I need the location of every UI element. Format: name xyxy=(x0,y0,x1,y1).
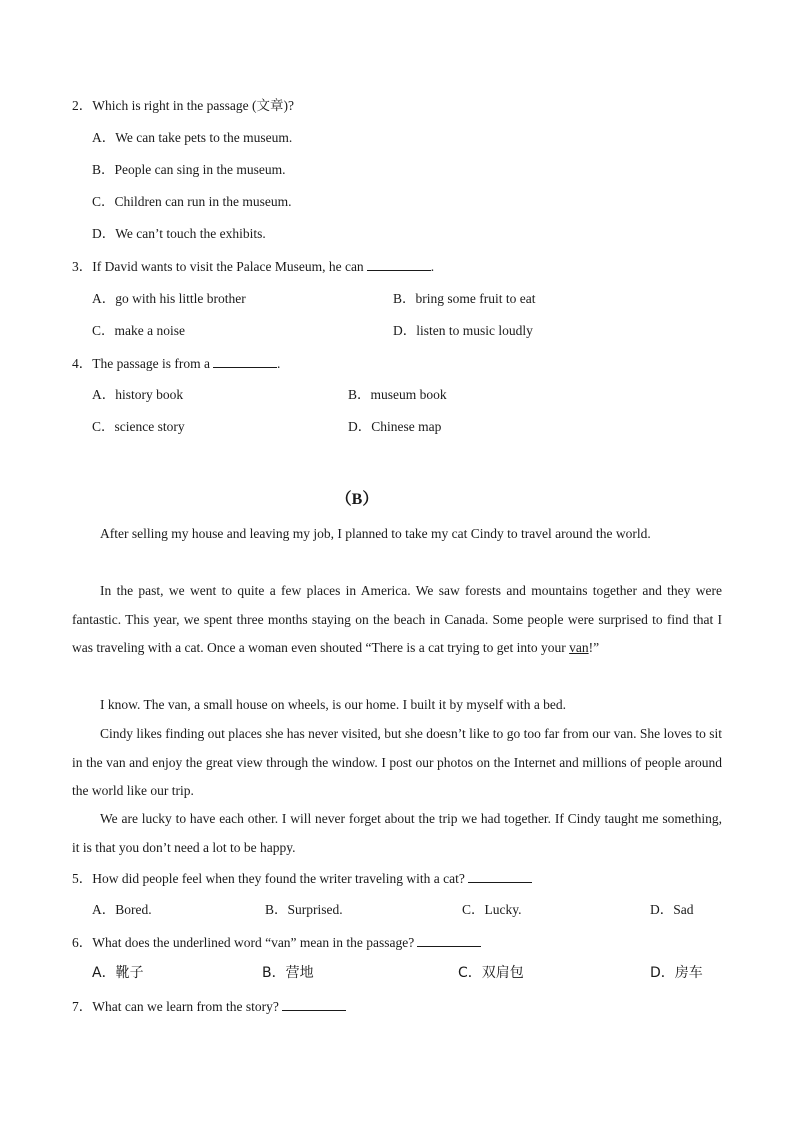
q4-stem-end: . xyxy=(276,356,281,371)
q7-stem-text: 7．What can we learn from the story? xyxy=(72,999,279,1014)
q4-option-b: B．museum book xyxy=(348,387,447,402)
passage-paragraph-2 xyxy=(72,577,722,663)
q6-option-b: B．营地 xyxy=(262,965,314,981)
passage-paragraph-3 xyxy=(72,691,722,720)
q6-option-a: A．靴子 xyxy=(92,965,144,981)
q6-stem-text: 6．What does the underlined word “van” mean in the passage? xyxy=(72,935,415,950)
answer-blank xyxy=(282,997,346,1011)
question-3-stem xyxy=(72,257,434,276)
passage-paragraph-1 xyxy=(72,520,722,549)
q2-option-c: C．Children can run in the museum. xyxy=(92,194,292,209)
q6-option-d: D．房车 xyxy=(650,965,703,981)
question-2-stem: 2．Which is right in the passage (文章)? xyxy=(72,98,294,113)
q3-option-d: D．listen to music loudly xyxy=(393,323,533,338)
q2-option-d: D．We can’t touch the exhibits. xyxy=(92,226,266,241)
q5-option-d: D．Sad xyxy=(650,902,694,917)
answer-blank xyxy=(213,354,277,368)
paragraph-3-text: I know. The van, a small house on wheels, is our home. I built it by myself with a bed. xyxy=(100,697,567,712)
q2-option-b: B．People can sing in the museum. xyxy=(92,162,286,177)
answer-blank xyxy=(468,869,532,883)
q3-option-a: A．go with his little brother xyxy=(92,291,246,306)
passage-paragraph-4 xyxy=(72,720,722,806)
q4-option-d: D．Chinese map xyxy=(348,419,442,434)
q4-option-c: C．science story xyxy=(92,419,185,434)
q2-option-a: A．We can take pets to the museum. xyxy=(92,130,293,145)
q5-option-a: A．Bored. xyxy=(92,902,152,917)
paragraph-2-end: !” xyxy=(588,640,600,656)
q3-option-b: B．bring some fruit to eat xyxy=(393,291,536,306)
question-5-stem xyxy=(72,869,532,888)
q5-option-c: C．Lucky. xyxy=(462,902,522,917)
q3-stem-end: . xyxy=(430,259,435,274)
q3-stem-text: 3．If David wants to visit the Palace Museum, he can xyxy=(72,259,364,274)
paragraph-2-text: In the past, we went to quite a few places in America. We saw forests and mountains together and they were fantastic. This year, we spent three months staying on the beach in Canada. Some people were surprised to find that I was traveling with a cat. Once a woman even shouted “There is a cat trying to get into your xyxy=(72,583,722,656)
paragraph-4-text: Cindy likes finding out places she has never visited, but she doesn’t like to go too far from our van. She loves to sit in the van and enjoy the great view through the window. I post our photos on the Internet and millions of people around the world like our trip. xyxy=(72,726,722,799)
q4-stem-text: 4．The passage is from a xyxy=(72,356,210,371)
answer-blank xyxy=(417,933,481,947)
question-7-stem xyxy=(72,997,346,1016)
q3-option-c: C．make a noise xyxy=(92,323,185,338)
section-b-title: （B） xyxy=(335,491,379,508)
question-4-stem xyxy=(72,354,280,373)
passage-paragraph-5 xyxy=(72,805,722,862)
q5-stem-text: 5．How did people feel when they found the writer traveling with a cat? xyxy=(72,871,465,886)
answer-blank xyxy=(367,257,431,271)
question-6-stem xyxy=(72,933,481,952)
paragraph-5-text: We are lucky to have each other. I will never forget about the trip we had together. If Cindy taught me something, it is that you don’t need a lot to be happy. xyxy=(72,811,722,855)
q6-option-c: C．双肩包 xyxy=(458,965,524,981)
q4-option-a: A．history book xyxy=(92,387,184,402)
q5-option-b: B．Surprised. xyxy=(265,902,343,917)
underlined-word-van: van xyxy=(569,640,589,656)
paragraph-1-text: After selling my house and leaving my job, I planned to take my cat Cindy to travel around the world. xyxy=(100,526,651,541)
